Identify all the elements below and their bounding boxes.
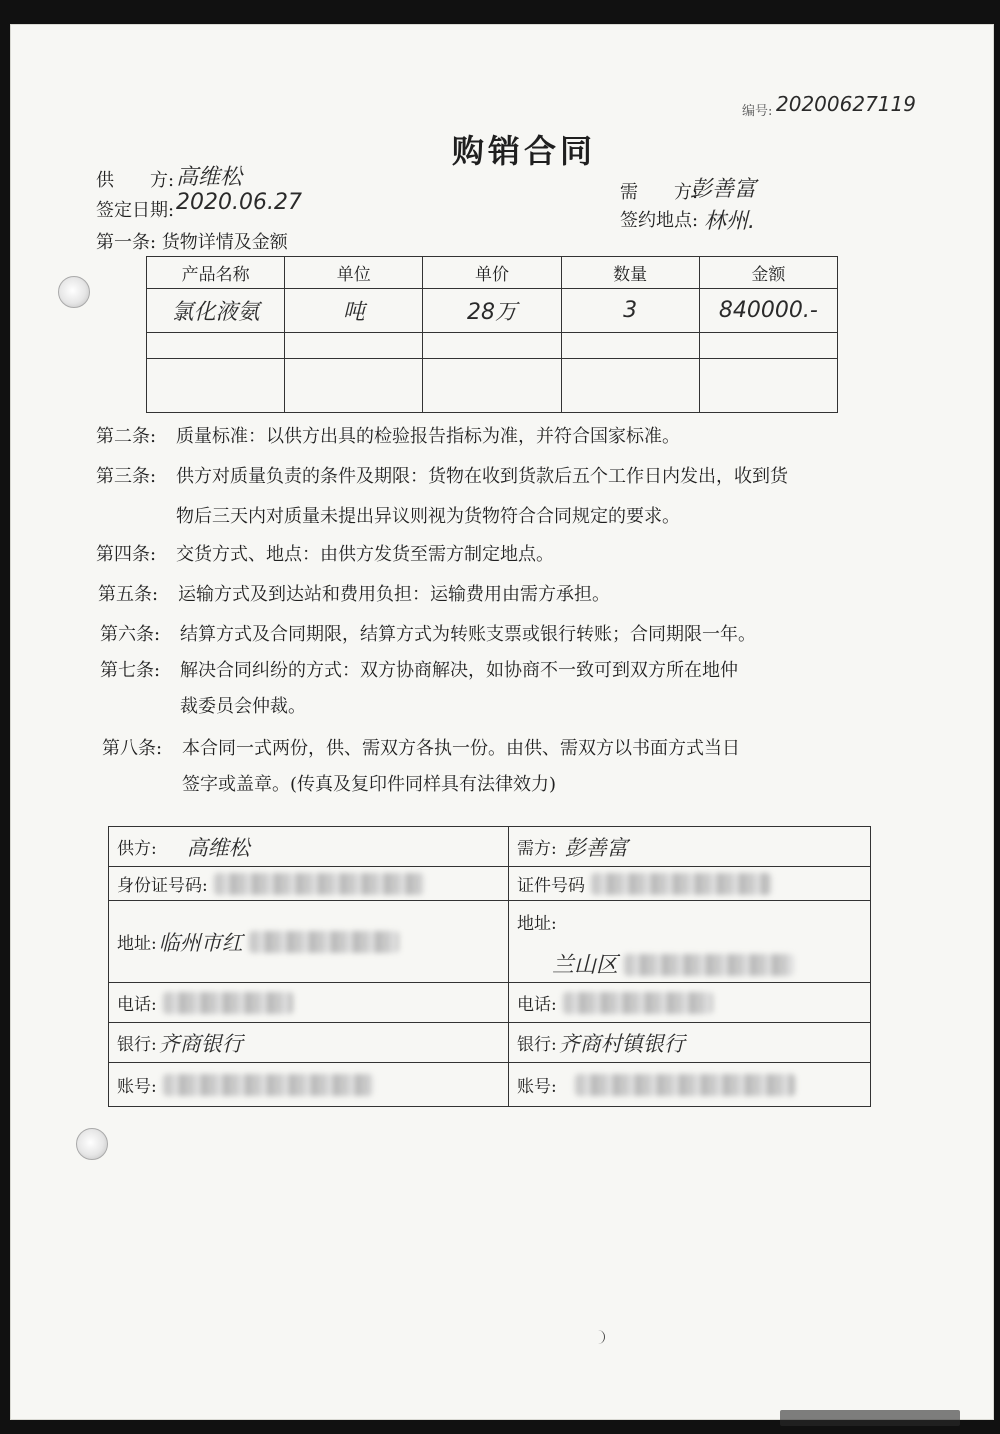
document-title: 购销合同 [452,132,597,170]
cell-unit-price: 28万 [423,289,561,333]
table-row [109,867,871,901]
supplier-address-label: 地址: [117,934,157,954]
supplier-id-label: 身份证号码: [117,876,208,896]
clause-2-text: 质量标准：以供方出具的检验报告指标为准，并符合国家标准。 [176,426,680,447]
buyer-bank: 齐商村镇银行 [558,1031,685,1056]
clause-5-num: 第五条: [98,584,159,605]
redacted-buyer-id [591,873,771,895]
clause-3-text: 供方对质量负责的条件及期限：货物在收到货款后五个工作日内发出，收到货 [176,466,788,487]
clause-3-num: 第三条: [96,466,157,487]
header-unit-price: 单价 [423,257,561,289]
clause-2-num: 第二条: [96,426,157,447]
clause-7-text: 解决合同纠纷的方式：双方协商解决，如协商不一致可到双方所在地仲 [180,660,738,681]
table-row [109,1023,871,1063]
table-row [109,983,871,1023]
sign-place: 林州. [704,209,755,234]
header-amount: 金额 [699,257,837,289]
redacted-supplier-address [249,931,399,953]
buyer-phone-label: 电话: [517,995,557,1015]
redacted-buyer-account [575,1074,795,1096]
clause-6-num: 第六条: [100,624,161,645]
sign-date-label: 签定日期: [96,200,175,221]
clause-7-cont: 裁委员会仲裁。 [180,696,306,717]
goods-table [146,256,838,413]
buyer-account-label: 账号: [517,1077,557,1097]
clause-3-cont: 物后三天内对质量未提出异议则视为货物符合合同规定的要求。 [176,506,680,527]
header-quantity: 数量 [561,257,699,289]
goods-table-header [147,257,838,289]
redacted-buyer-address [624,954,794,976]
supplier-bank-label: 银行: [117,1035,157,1055]
cell-quantity: 3 [561,289,699,333]
supplier-bank: 齐商银行 [158,1031,243,1056]
watermark [780,1410,960,1426]
redacted-buyer-phone [563,992,713,1014]
redacted-supplier-account [163,1074,373,1096]
buyer-address: 兰山区 [552,953,619,978]
cell-unit: 吨 [285,289,423,333]
header-unit: 单位 [285,257,423,289]
header-product-name: 产品名称 [147,257,285,289]
buyer-label: 需 方: [620,182,699,203]
redacted-supplier-phone [163,992,293,1014]
buyer-id-label: 证件号码 [517,876,585,896]
clause-4-text: 交货方式、地点：由供方发货至需方制定地点。 [176,544,554,565]
clause-7-num: 第七条: [100,660,161,681]
buyer-address-label: 地址: [517,914,557,934]
punch-hole-top [58,276,90,308]
sign-place-label: 签约地点: [620,210,699,231]
supplier-label: 供 方: [96,170,175,191]
supplier-name: 高维松 [176,165,243,190]
table-row [147,333,838,359]
clause-8-cont: 签字或盖章。(传真及复印件同样具有法律效力) [182,774,557,795]
table-row [109,1063,871,1107]
buyer-party-label: 需方: [517,839,557,859]
buyer-cell [509,827,871,867]
cell-amount: 840000.- [699,289,837,333]
table-row [147,359,838,413]
clause-5-text: 运输方式及到达站和费用负担：运输费用由需方承担。 [178,584,610,605]
serial-number: 20200627119 [776,92,916,116]
punch-hole-bottom [76,1128,108,1160]
table-row [109,827,871,867]
supplier-phone-label: 电话: [117,995,157,1015]
supplier-party-label: 供方: [117,839,157,859]
supplier-account-label: 账号: [117,1077,157,1097]
redacted-supplier-id [214,873,424,895]
supplier-party-name: 高维松 [186,835,250,860]
clause-6-text: 结算方式及合同期限，结算方式为转账支票或银行转账；合同期限一年。 [180,624,756,645]
clause-8-num: 第八条: [102,738,163,759]
table-row [147,289,838,333]
supplier-address: 临州市红 [158,930,243,955]
serial-label: 编号: [742,104,773,119]
cell-product-name: 氯化液氨 [147,289,285,333]
clause-4-num: 第四条: [96,544,157,565]
buyer-name: 彭善富 [690,177,757,202]
buyer-party-name: 彭善富 [564,835,628,860]
clause-1: 第一条: 货物详情及金额 [96,232,288,253]
buyer-bank-label: 银行: [517,1035,557,1055]
clause-8-text: 本合同一式两份，供、需双方各执一份。由供、需双方以书面方式当日 [182,738,740,759]
sign-date: 2020.06.27 [176,190,302,215]
supplier-cell [109,827,509,867]
